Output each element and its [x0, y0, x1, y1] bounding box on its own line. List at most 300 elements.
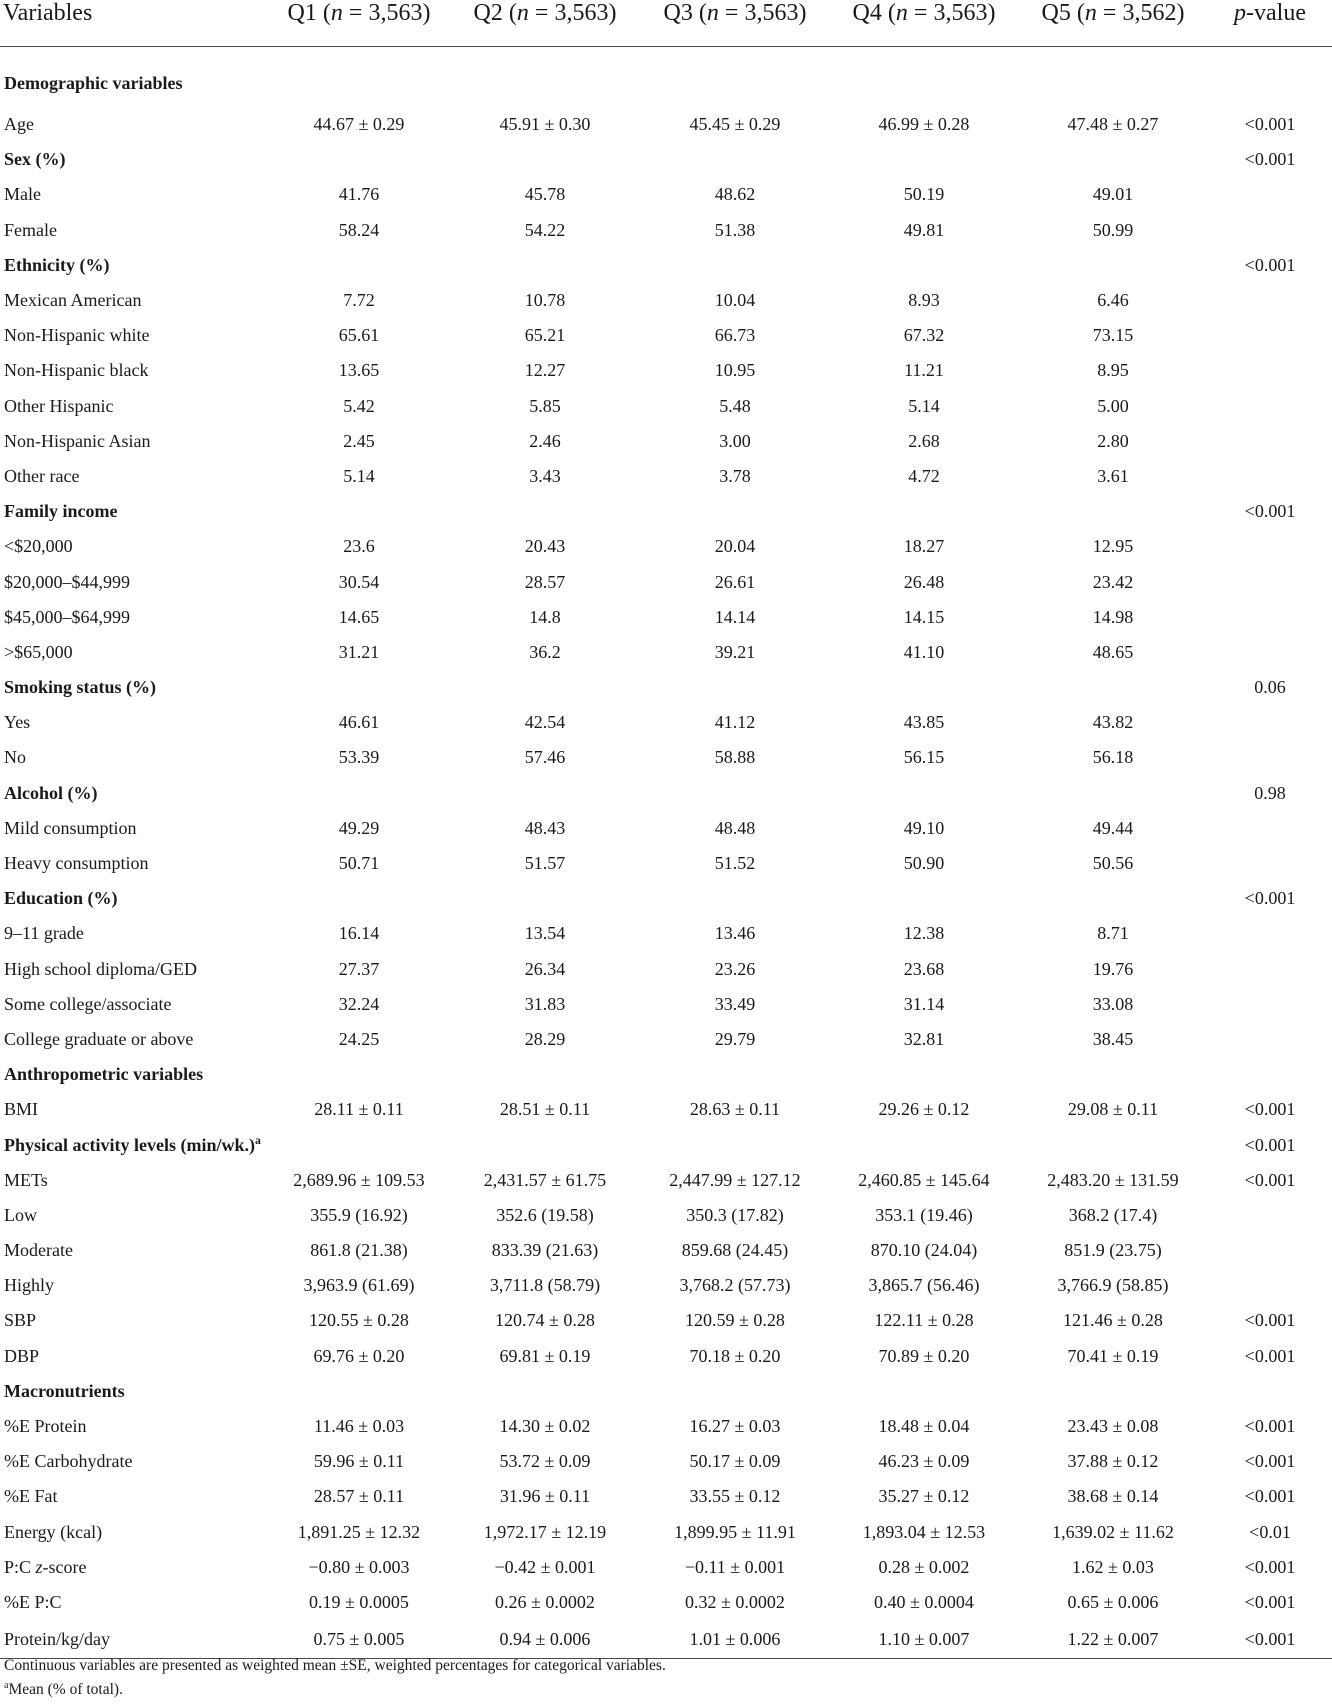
p-value [1208, 1233, 1332, 1268]
row-label-text: Physical activity levels (min/wk.) [4, 1134, 255, 1155]
p-value [1208, 389, 1332, 424]
row-label-text: Non-Hispanic white [4, 325, 150, 346]
p-value [1208, 1022, 1332, 1057]
row-label [0, 1163, 268, 1198]
p-value: <0.001 [1244, 254, 1296, 275]
q2-value [450, 142, 640, 177]
row-label-text: METs [4, 1169, 48, 1190]
row-label-text: P:C [4, 1556, 32, 1577]
table-row [0, 1268, 1332, 1303]
q4-value: 353.1 (19.46) [875, 1204, 973, 1225]
q3-value [640, 881, 830, 916]
q2-value [450, 47, 640, 108]
q1-value: 58.24 [338, 219, 380, 240]
q2-value: 120.74 ± 0.28 [495, 1310, 595, 1331]
q5-value [1018, 1374, 1208, 1409]
q1-value: 0.75 ± 0.005 [268, 1620, 450, 1659]
q2-value: 14.8 [529, 606, 561, 627]
row-label-text: $20,000–$44,999 [4, 571, 130, 592]
q2-value: 65.21 [524, 325, 566, 346]
q2-value: 0.26 ± 0.0002 [495, 1591, 595, 1612]
q5-value: 73.15 [1092, 325, 1134, 346]
q2-value: 26.34 [524, 958, 566, 979]
row-label [0, 846, 268, 881]
q3-value: 51.38 [714, 219, 756, 240]
row-label [0, 424, 268, 459]
q3-value: 39.21 [714, 641, 756, 662]
q5-value: 43.82 [1092, 712, 1134, 733]
p-value [1208, 952, 1332, 987]
q4-value: 14.15 [903, 606, 945, 627]
row-label-text: 9–11 grade [4, 923, 84, 944]
q1-value: 53.39 [338, 747, 380, 768]
table-row [0, 1339, 1332, 1374]
row-label-text: $45,000–$64,999 [4, 606, 130, 627]
row-label-text: Non-Hispanic black [4, 360, 149, 381]
q1-value: 32.24 [338, 993, 380, 1014]
q4-value [830, 142, 1018, 177]
q3-value: 70.18 ± 0.20 [689, 1345, 781, 1366]
table-row [0, 1409, 1332, 1444]
q5-value: 14.98 [1092, 606, 1134, 627]
table-footnotes [4, 1654, 666, 1702]
q5-value: 37.88 ± 0.12 [1067, 1451, 1159, 1472]
q3-value: 16.27 ± 0.03 [689, 1416, 781, 1437]
q5-value: 23.43 ± 0.08 [1067, 1416, 1159, 1437]
section-header-row [0, 47, 1332, 108]
table-row [0, 1585, 1332, 1620]
row-label [0, 248, 268, 283]
q1-value [268, 494, 450, 529]
table-row [0, 1092, 1332, 1127]
q3-value: 33.49 [714, 993, 756, 1014]
table-row [0, 600, 1332, 635]
row-label [0, 318, 268, 353]
row-label-text: Macronutrients [4, 1380, 125, 1401]
q4-value [830, 776, 1018, 811]
q1-value: 11.46 ± 0.03 [313, 1416, 405, 1437]
table-row [0, 1022, 1332, 1057]
q4-value: 43.85 [903, 712, 945, 733]
q1-value: 861.8 (21.38) [310, 1240, 408, 1261]
p-value [1208, 564, 1332, 599]
q4-value: 11.21 [904, 360, 944, 381]
row-label [0, 1374, 268, 1409]
q2-value: 14.30 ± 0.02 [499, 1416, 591, 1437]
column-header-q1: Q1 (n = 3,563) [268, 0, 450, 47]
q2-value: 0.94 ± 0.006 [450, 1620, 640, 1659]
p-value [1208, 1198, 1332, 1233]
p-value: <0.001 [1208, 1620, 1332, 1659]
q5-value: 5.00 [1097, 395, 1129, 416]
q2-value [450, 881, 640, 916]
q2-value: 57.46 [524, 747, 566, 768]
q2-value: 48.43 [524, 817, 566, 838]
row-label [0, 213, 268, 248]
q4-value: 8.93 [908, 290, 940, 311]
row-label [0, 1409, 268, 1444]
q2-value [450, 1374, 640, 1409]
table-row [0, 1550, 1332, 1585]
row-label-text: High school diploma/GED [4, 958, 197, 979]
q4-value [830, 670, 1018, 705]
q1-value: 2,689.96 ± 109.53 [293, 1169, 425, 1190]
q1-value: 41.76 [338, 184, 380, 205]
q3-value: 48.62 [714, 184, 756, 205]
q3-value [640, 142, 830, 177]
q4-value: 31.14 [903, 993, 945, 1014]
q3-value [640, 1127, 830, 1162]
table-row [0, 811, 1332, 846]
q4-value: 3,865.7 (56.46) [868, 1275, 980, 1296]
row-label [0, 564, 268, 599]
q4-value: 41.10 [903, 641, 945, 662]
q3-value: 51.52 [714, 853, 756, 874]
q2-value: 69.81 ± 0.19 [499, 1345, 591, 1366]
p-value: <0.001 [1244, 1134, 1296, 1155]
q3-value: 3.78 [719, 465, 751, 486]
section-header-row [0, 494, 1332, 529]
q1-value [268, 881, 450, 916]
q2-value: 1,972.17 ± 12.19 [483, 1521, 607, 1542]
q3-value: 1,899.95 ± 11.91 [674, 1521, 796, 1542]
row-label-text: No [4, 747, 26, 768]
table-row [0, 916, 1332, 951]
q5-value: 49.44 [1092, 817, 1134, 838]
p-value: <0.001 [1244, 1310, 1296, 1331]
row-label [0, 635, 268, 670]
q3-value [640, 1374, 830, 1409]
p-value: <0.001 [1244, 1556, 1296, 1577]
q5-value: 23.42 [1092, 571, 1134, 592]
p-value [1208, 916, 1332, 951]
row-label-text: DBP [4, 1345, 40, 1366]
table-row [0, 1163, 1332, 1198]
q2-value: 31.96 ± 0.11 [499, 1486, 591, 1507]
q4-value: 46.99 ± 0.28 [878, 114, 970, 135]
q1-value: 13.65 [338, 360, 380, 381]
row-label-text: Family income [4, 501, 118, 522]
q4-value: 49.81 [903, 219, 945, 240]
q1-value [268, 1057, 450, 1092]
q5-value: 121.46 ± 0.28 [1063, 1310, 1163, 1331]
row-label-italic: z [35, 1556, 43, 1577]
q5-value: 38.68 ± 0.14 [1067, 1486, 1159, 1507]
q5-value: 8.95 [1097, 360, 1129, 381]
table-row [0, 635, 1332, 670]
footnote-2 [4, 1678, 666, 1702]
q3-value [640, 776, 830, 811]
q1-value [268, 776, 450, 811]
q1-value: 120.55 ± 0.28 [309, 1310, 409, 1331]
row-label [0, 1092, 268, 1127]
q2-value: 5.85 [529, 395, 561, 416]
q3-value: 10.04 [714, 290, 756, 311]
row-label [0, 987, 268, 1022]
q1-value [268, 248, 450, 283]
row-label-text: <$20,000 [4, 536, 73, 557]
q4-value: 4.72 [908, 465, 940, 486]
q4-value: 2.68 [908, 430, 940, 451]
table-row [0, 318, 1332, 353]
row-label [0, 1339, 268, 1374]
q1-value [268, 142, 450, 177]
q3-value: 41.12 [714, 712, 756, 733]
row-label [0, 952, 268, 987]
row-label [0, 494, 268, 529]
row-label [0, 1479, 268, 1514]
row-label [0, 1022, 268, 1057]
q1-value: 355.9 (16.92) [310, 1204, 408, 1225]
q4-value: 12.38 [903, 923, 945, 944]
q3-value: 3,768.2 (57.73) [679, 1275, 791, 1296]
q3-value: 5.48 [719, 395, 751, 416]
row-label-text: Energy (kcal) [4, 1521, 103, 1542]
q2-value: 28.51 ± 0.11 [499, 1099, 591, 1120]
q1-value: 30.54 [338, 571, 380, 592]
q5-value: 12.95 [1092, 536, 1134, 557]
q2-value [450, 670, 640, 705]
q2-value [450, 1057, 640, 1092]
q4-value: 5.14 [908, 395, 940, 416]
q3-value: −0.11 ± 0.001 [684, 1556, 786, 1577]
q2-value: 45.78 [524, 184, 566, 205]
q1-value: 3,963.9 (61.69) [303, 1275, 415, 1296]
row-label-text: Non-Hispanic Asian [4, 430, 151, 451]
q2-value: 36.2 [529, 641, 561, 662]
q3-value [640, 47, 830, 108]
p-value [1208, 1374, 1332, 1409]
q2-value: 45.91 ± 0.30 [499, 114, 591, 135]
q4-value: 35.27 ± 0.12 [878, 1486, 970, 1507]
q5-value: 33.08 [1092, 993, 1134, 1014]
row-label [0, 1268, 268, 1303]
table-row [0, 177, 1332, 212]
q3-value: 10.95 [714, 360, 756, 381]
section-header-row [0, 670, 1332, 705]
table-row [0, 705, 1332, 740]
table-row [0, 459, 1332, 494]
table-row [0, 1198, 1332, 1233]
q5-value: 8.71 [1097, 923, 1129, 944]
p-value: <0.001 [1244, 501, 1296, 522]
p-value: <0.001 [1244, 1345, 1296, 1366]
q4-value [830, 494, 1018, 529]
table-row [0, 213, 1332, 248]
q1-value [268, 670, 450, 705]
q4-value [830, 1057, 1018, 1092]
q1-value: 0.19 ± 0.0005 [309, 1591, 409, 1612]
header-row [0, 0, 1332, 47]
row-label-text: Heavy consumption [4, 853, 149, 874]
q2-value [450, 248, 640, 283]
q3-value: 50.17 ± 0.09 [689, 1451, 781, 1472]
q3-value: 859.68 (24.45) [681, 1240, 789, 1261]
row-label-text: Protein/kg/day [4, 1628, 110, 1649]
row-label [0, 107, 268, 142]
row-label [0, 670, 268, 705]
q5-value: 50.56 [1092, 853, 1134, 874]
row-label [0, 142, 268, 177]
table-row [0, 1303, 1332, 1338]
q2-value: 20.43 [524, 536, 566, 557]
q1-value: 1,891.25 ± 12.32 [297, 1521, 421, 1542]
p-value [1208, 846, 1332, 881]
row-label-text: Some college/associate [4, 993, 172, 1014]
table-row [0, 107, 1332, 142]
q2-value: 54.22 [524, 219, 566, 240]
q3-value: 20.04 [714, 536, 756, 557]
p-value: <0.001 [1244, 1591, 1296, 1612]
p-value: <0.001 [1244, 888, 1296, 909]
row-label-text: College graduate or above [4, 1028, 194, 1049]
row-label [0, 177, 268, 212]
q2-value: 2.46 [529, 430, 561, 451]
q5-value: 3,766.9 (58.85) [1057, 1275, 1169, 1296]
q3-value: 29.79 [714, 1028, 756, 1049]
q1-value: 5.14 [343, 465, 375, 486]
q4-value: 18.27 [903, 536, 945, 557]
q5-value [1018, 1127, 1208, 1162]
p-value: <0.01 [1249, 1521, 1291, 1542]
table-row [0, 353, 1332, 388]
row-label [0, 529, 268, 564]
q2-value: 31.83 [524, 993, 566, 1014]
footnote-1: Continuous variables are presented as weighted mean ±SE, weighted percentages for categorical variables. [4, 1657, 666, 1674]
q2-value [450, 776, 640, 811]
q5-value: 2.80 [1097, 430, 1129, 451]
row-label-text: Mild consumption [4, 817, 137, 838]
row-label [0, 916, 268, 951]
row-label-text: %E Fat [4, 1486, 58, 1507]
q2-value [450, 1127, 640, 1162]
row-label-text: Demographic variables [4, 72, 183, 93]
table-row [0, 1444, 1332, 1479]
q5-value [1018, 47, 1208, 108]
q4-value: 56.15 [903, 747, 945, 768]
p-value: <0.001 [1244, 114, 1296, 135]
q2-value: −0.42 ± 0.001 [494, 1556, 596, 1577]
row-label [0, 1585, 268, 1620]
row-label [0, 283, 268, 318]
q4-value: 2,460.85 ± 145.64 [858, 1169, 990, 1190]
q2-value: 833.39 (21.63) [491, 1240, 599, 1261]
row-label [0, 1444, 268, 1479]
row-label [0, 1303, 268, 1338]
q5-value: 29.08 ± 0.11 [1067, 1099, 1159, 1120]
row-label-text: Other Hispanic [4, 395, 114, 416]
table-row [0, 389, 1332, 424]
q2-value: 42.54 [524, 712, 566, 733]
row-label-text: Anthropometric variables [4, 1064, 204, 1085]
q5-value [1018, 776, 1208, 811]
q4-value: 67.32 [903, 325, 945, 346]
table-body [0, 47, 1332, 1659]
q3-value: 13.46 [714, 923, 756, 944]
q4-value: 26.48 [903, 571, 945, 592]
row-label [0, 1127, 268, 1162]
row-label-text: Highly [4, 1275, 55, 1296]
q1-value: 7.72 [343, 290, 375, 311]
q5-value [1018, 248, 1208, 283]
section-header-row [0, 776, 1332, 811]
q1-value [268, 47, 450, 108]
q5-value: 0.65 ± 0.006 [1067, 1591, 1159, 1612]
row-label-text: Mexican American [4, 290, 142, 311]
q5-value: 38.45 [1092, 1028, 1134, 1049]
q4-value: 18.48 ± 0.04 [878, 1416, 970, 1437]
q4-value: 0.40 ± 0.0004 [874, 1591, 974, 1612]
section-header-row [0, 1374, 1332, 1409]
p-value: 0.98 [1254, 782, 1286, 803]
q3-value [640, 248, 830, 283]
row-label-text: >$65,000 [4, 641, 73, 662]
section-header-row [0, 881, 1332, 916]
table-row [0, 952, 1332, 987]
q5-value: 1,639.02 ± 11.62 [1052, 1521, 1174, 1542]
row-label [0, 459, 268, 494]
row-label [0, 353, 268, 388]
q4-value [830, 248, 1018, 283]
q2-value [450, 494, 640, 529]
q5-value: 19.76 [1092, 958, 1134, 979]
row-label [0, 600, 268, 635]
p-value [1208, 1057, 1332, 1092]
q5-value: 1.62 ± 0.03 [1072, 1556, 1154, 1577]
q3-value: 66.73 [714, 325, 756, 346]
table-row [0, 283, 1332, 318]
q2-value: 2,431.57 ± 61.75 [483, 1169, 607, 1190]
p-value [1208, 1268, 1332, 1303]
q1-value: 50.71 [338, 853, 380, 874]
table-row [0, 740, 1332, 775]
table-row [0, 1233, 1332, 1268]
row-label [0, 1198, 268, 1233]
p-value [1208, 987, 1332, 1022]
row-label-text: Male [4, 184, 41, 205]
q1-value: 46.61 [338, 712, 380, 733]
row-label-tail: -score [42, 1556, 87, 1577]
q1-value [268, 1127, 450, 1162]
q4-value: 70.89 ± 0.20 [878, 1345, 970, 1366]
q1-value: 28.57 ± 0.11 [313, 1486, 405, 1507]
q3-value: 33.55 ± 0.12 [689, 1486, 781, 1507]
p-value [1208, 459, 1332, 494]
row-label [0, 1620, 268, 1659]
q3-value [640, 494, 830, 529]
q1-value: 24.25 [338, 1028, 380, 1049]
p-value [1208, 529, 1332, 564]
q1-value: 69.76 ± 0.20 [313, 1345, 405, 1366]
q3-value [640, 1057, 830, 1092]
column-header-variables: Variables [0, 0, 268, 47]
q3-value: 26.61 [714, 571, 756, 592]
column-header-p-value: p-value [1208, 0, 1332, 47]
table-row [0, 846, 1332, 881]
row-label [0, 881, 268, 916]
q2-value: 13.54 [524, 923, 566, 944]
row-label [0, 1233, 268, 1268]
column-header-q3: Q3 (n = 3,563) [640, 0, 830, 47]
q4-value: 49.10 [903, 817, 945, 838]
footnote-2-marker: a [4, 1679, 9, 1691]
p-value [1208, 213, 1332, 248]
table-row [0, 564, 1332, 599]
q2-value: 53.72 ± 0.09 [499, 1451, 591, 1472]
p-value [1208, 705, 1332, 740]
section-header-row [0, 248, 1332, 283]
q3-value: 23.26 [714, 958, 756, 979]
